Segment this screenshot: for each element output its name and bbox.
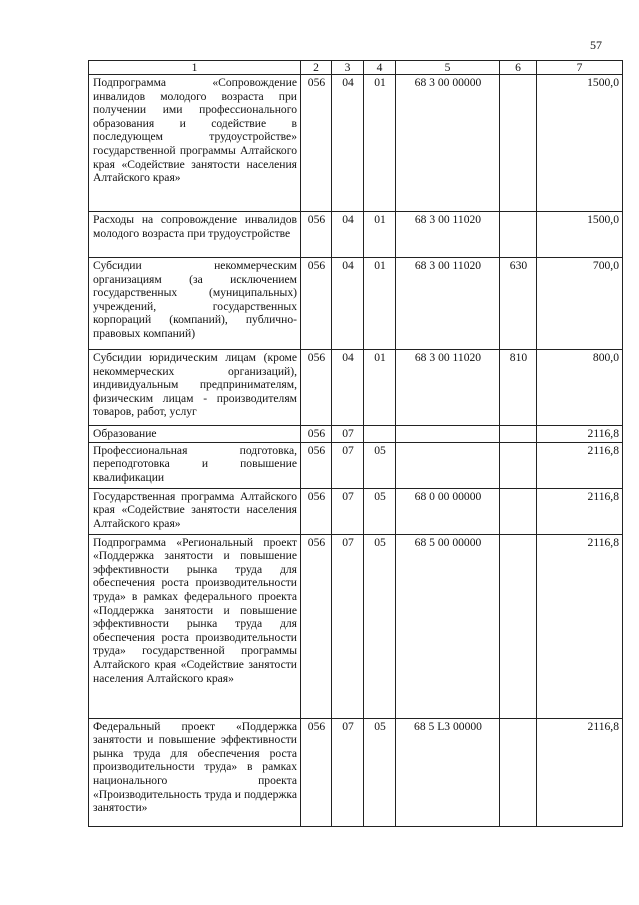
code-cell: 630	[500, 258, 537, 350]
amount-cell: 1500,0	[537, 212, 623, 258]
code-cell: 056	[301, 212, 332, 258]
code-cell	[500, 212, 537, 258]
table-row	[89, 488, 623, 534]
code-cell	[500, 488, 537, 534]
code-cell: 05	[364, 718, 396, 826]
code-cell	[396, 442, 500, 488]
code-cell: 056	[301, 426, 332, 443]
page-number: 57	[590, 38, 602, 52]
row-name-cell: Расходы на сопровождение инвалидов молодого возраста при трудоустройстве	[89, 212, 301, 258]
code-cell: 01	[364, 212, 396, 258]
code-cell: 05	[364, 534, 396, 718]
column-header: 1	[89, 61, 301, 75]
row-name-cell: Образование	[89, 426, 301, 443]
code-cell: 01	[364, 350, 396, 426]
row-name-cell: Профессиональная подготовка, переподготовка и повышение квалификации	[89, 442, 301, 488]
column-header: 3	[332, 61, 364, 75]
code-cell: 68 3 00 00000	[396, 75, 500, 212]
code-cell: 056	[301, 350, 332, 426]
code-cell: 05	[364, 442, 396, 488]
code-cell: 04	[332, 75, 364, 212]
code-cell: 68 0 00 00000	[396, 488, 500, 534]
table-row	[89, 442, 623, 488]
table-row	[89, 718, 623, 826]
code-cell: 810	[500, 350, 537, 426]
code-cell: 056	[301, 488, 332, 534]
row-name-cell: Федеральный проект «Поддержка занятости и повышение эффективности рынка труда для обеспечения роста производительности труда» в рамках национального проекта «Производительность труда и поддержка занятости»	[89, 718, 301, 826]
code-cell	[500, 718, 537, 826]
amount-cell: 2116,8	[537, 534, 623, 718]
code-cell: 68 5 00 00000	[396, 534, 500, 718]
code-cell: 01	[364, 75, 396, 212]
code-cell	[396, 426, 500, 443]
amount-cell: 700,0	[537, 258, 623, 350]
code-cell: 056	[301, 718, 332, 826]
code-cell: 68 5 L3 00000	[396, 718, 500, 826]
row-name-cell: Субсидии некоммерческим организациям (за исключением государственных (муниципальных) учреждений, государственных корпораций (компаний), публично-правовых компаний)	[89, 258, 301, 350]
code-cell: 056	[301, 75, 332, 212]
table-row	[89, 258, 623, 350]
code-cell: 07	[332, 534, 364, 718]
code-cell	[500, 426, 537, 443]
amount-cell: 2116,8	[537, 488, 623, 534]
code-cell	[500, 442, 537, 488]
code-cell: 68 3 00 11020	[396, 350, 500, 426]
code-cell: 07	[332, 488, 364, 534]
amount-cell: 2116,8	[537, 718, 623, 826]
code-cell: 04	[332, 258, 364, 350]
code-cell: 056	[301, 442, 332, 488]
code-cell: 04	[332, 212, 364, 258]
table-row	[89, 212, 623, 258]
column-header: 4	[364, 61, 396, 75]
code-cell	[364, 426, 396, 443]
code-cell: 01	[364, 258, 396, 350]
table-row	[89, 426, 623, 443]
code-cell: 07	[332, 426, 364, 443]
code-cell: 68 3 00 11020	[396, 212, 500, 258]
code-cell	[500, 534, 537, 718]
code-cell: 07	[332, 442, 364, 488]
code-cell: 056	[301, 258, 332, 350]
table-row	[89, 534, 623, 718]
row-name-cell: Подпрограмма «Региональный проект «Поддержка занятости и повышение эффективности рынка труда для обеспечения роста производительности труда» в рамках федерального проекта «Поддержка занятости и повышение эффективности рынка труда для обеспечения роста производительности труда» государственной программы Алтайского края «Содействие занятости населения Алтайского края»	[89, 534, 301, 718]
row-name-cell: Государственная программа Алтайского края «Содействие занятости населения Алтайского края»	[89, 488, 301, 534]
header-row	[89, 61, 623, 75]
code-cell	[500, 75, 537, 212]
code-cell: 05	[364, 488, 396, 534]
column-header: 5	[396, 61, 500, 75]
amount-cell: 800,0	[537, 350, 623, 426]
code-cell: 04	[332, 350, 364, 426]
amount-cell: 1500,0	[537, 75, 623, 212]
code-cell: 07	[332, 718, 364, 826]
column-header: 2	[301, 61, 332, 75]
budget-table	[88, 60, 623, 827]
row-name-cell: Подпрограмма «Сопровождение инвалидов молодого возраста при получении ими профессионального образования и содействие в последующем трудоустройстве» государственной программы Алтайского края «Содействие занятости населения Алтайского края»	[89, 75, 301, 212]
amount-cell: 2116,8	[537, 442, 623, 488]
code-cell: 68 3 00 11020	[396, 258, 500, 350]
amount-cell: 2116,8	[537, 426, 623, 443]
column-header: 7	[537, 61, 623, 75]
column-header: 6	[500, 61, 537, 75]
row-name-cell: Субсидии юридическим лицам (кроме некоммерческих организаций), индивидуальным предпринимателям, физическим лицам - производителям товаров, работ, услуг	[89, 350, 301, 426]
code-cell: 056	[301, 534, 332, 718]
table-row	[89, 75, 623, 212]
table-row	[89, 350, 623, 426]
